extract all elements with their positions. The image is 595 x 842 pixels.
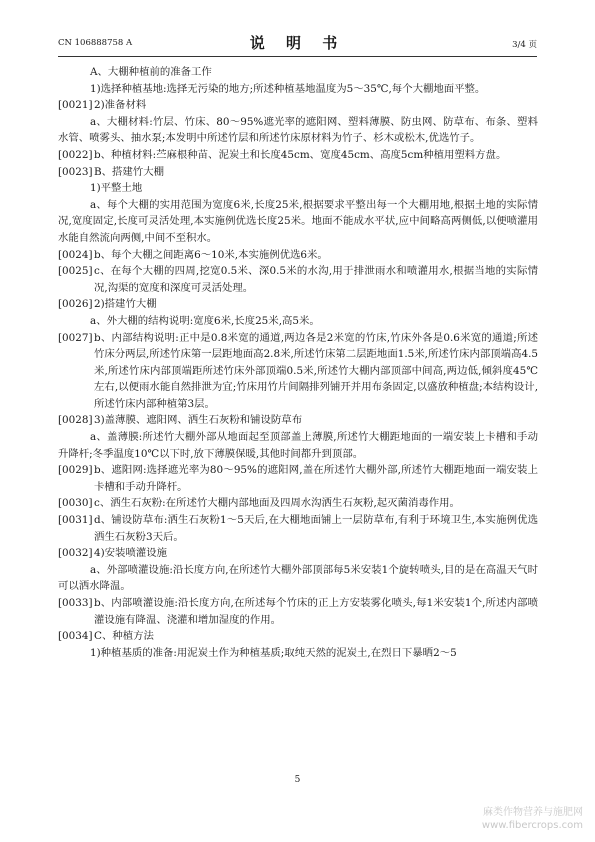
paragraph-text: b、内部结构说明:正中是0.8米宽的通道,两边各是2米宽的竹床,竹床外各是0.6米宽的通道;所述竹床分两层,所述竹床第一层距地面高2.8米,所述竹床第二层距地面1.5米,所述竹床内部顶端高4.5米,所述竹床内部顶端距所述竹床外部顶端0.5米,所述竹大棚内部顶部中间高,两边低,倾斜度45℃左右,以便雨水能自然排泄为宜;竹床用竹片间隔排列铺开并用布条固定,以盛放种植盘;本结构设计,所述竹床内部种植第3层。	[94, 331, 538, 410]
numbered-paragraph	[58, 247, 538, 264]
paragraph-text: a、外部喷灌设施:沿长度方向,在所述竹大棚外部顶部每5米安装1个旋转喷头,目的是在高温天气时可以洒水降温。	[58, 563, 538, 593]
page-header	[58, 30, 537, 52]
paragraph-text: a、大棚材料:竹层、竹床、80～95%遮光率的遮阳网、塑料薄膜、防虫网、防草布、布条、塑料水管、喷雾头、抽水泵;本发明中所述竹层和所述竹床原材料为竹子、杉木或松木,优选竹子。	[58, 115, 538, 145]
paragraph-number: [0023]	[58, 165, 93, 178]
numbered-paragraph	[58, 164, 538, 181]
paragraph-text: c、在每个大棚的四周,挖宽0.5米、深0.5米的水沟,用于排泄雨水和喷灌用水,根据当地的实际情况,沟渠的宽度和深度可灵活处理。	[94, 265, 538, 294]
paragraph-text: 2)准备材料	[94, 99, 147, 112]
paragraph-number: [0033]	[58, 597, 93, 609]
paragraph-number: [0021]	[58, 99, 93, 112]
numbered-paragraph	[58, 462, 538, 495]
paragraph-text: d、铺设防草布:洒生石灰粉1～5天后,在大棚地面铺上一层防草布,有利于环境卫生,本实施例优选洒生石灰粉3天后。	[94, 514, 538, 543]
paragraph-text: 2)搭建竹大棚	[94, 298, 157, 311]
paragraph-number: [0027]	[58, 331, 93, 344]
paragraph-text: 1)平整土地	[90, 182, 143, 195]
paragraph-text: 3)盖薄膜、遮阳网、洒生石灰粉和铺设防草布	[94, 414, 303, 427]
paragraph-text: b、种植材料:苎麻根种苗、泥炭土和长度45cm、宽度45cm、高度5cm种植用塑料方盘。	[94, 148, 507, 161]
watermark-line-2: www.fibercrops.com	[481, 820, 583, 831]
paragraph-text: a、盖薄膜:所述竹大棚外部从地面起至顶部盖上薄膜,所述竹大棚距地面的一端安装上卡槽和手动升降杆;冬季温度10℃以下时,放下薄膜保暖,其他时间都升到顶部。	[58, 431, 538, 460]
watermark	[482, 806, 583, 832]
paragraph-text: B、搭建竹大棚	[94, 165, 164, 178]
paragraph-text: b、遮阳网:选择遮光率为80～95%的遮阳网,盖在所述竹大棚外部,所述竹大棚距地面一端安装上卡槽和手动升降杆。	[94, 464, 538, 493]
document-body	[58, 64, 538, 661]
page-number: 5	[294, 775, 301, 785]
numbered-paragraph	[58, 512, 538, 545]
paragraph-number: [0026]	[58, 298, 93, 311]
paragraph-text: a、每个大棚的实用范围为宽度6米,长度25米,根据要求平整出每一个大棚用地,根据土地的实际情况,宽度固定,长度可灵活处理,本实施例优选长度25米。地面不能成水平状,应中间略高两侧低,以便喷灌用水能自然流向两侧,中间不至积水。	[58, 198, 538, 244]
document-number: CN 106888758 A	[58, 38, 133, 48]
paragraph-number: [0032]	[58, 547, 93, 560]
paragraph-text: b、每个大棚之间距离6～10米,本实施例优选6米。	[94, 248, 328, 261]
paragraph-text: 1)选择种植基地:选择无污染的地方;所述种植基地温度为5～35℃,每个大棚地面平整。	[90, 82, 486, 95]
paragraph-text: b、内部喷灌设施:沿长度方向,在所述每个竹床的正上方安装雾化喷头,每1米安装1个,所述内部喷灌设施有降温、浇灌和增加湿度的作用。	[94, 597, 538, 626]
header-divider	[58, 56, 537, 57]
numbered-paragraph	[58, 412, 538, 429]
paragraph-number: [0025]	[58, 265, 93, 278]
numbered-paragraph	[58, 330, 538, 413]
paragraph-text: a、外大棚的结构说明:宽度6米,长度25米,高5米。	[90, 314, 320, 327]
paragraph-text: c、洒生石灰粉:在所述竹大棚内部地面及四周水沟洒生石灰粉,起灭菌消毒作用。	[94, 497, 460, 510]
paragraph-text: C、种植方法	[94, 630, 154, 643]
paragraph-number: [0034]	[58, 630, 93, 643]
paragraph-number: [0031]	[58, 514, 93, 527]
paragraph-number: [0030]	[58, 497, 93, 510]
document-title: 说 明 书	[249, 34, 346, 52]
paragraph-text: 1)种植基质的准备:用泥炭土作为种植基质;取纯天然的泥炭土,在烈日下暴晒2～5	[90, 646, 457, 659]
paragraph-text: 4)安装喷灌设施	[94, 547, 168, 560]
paragraph-text: A、大棚种植前的准备工作	[90, 66, 212, 78]
paragraph-number: [0029]	[58, 464, 93, 477]
numbered-paragraph	[58, 263, 538, 296]
page-label: 3/4 页	[512, 40, 537, 50]
watermark-line-1: 麻类作物营养与施肥网	[483, 807, 583, 818]
numbered-paragraph	[58, 628, 538, 645]
paragraph-number: [0028]	[58, 414, 93, 427]
numbered-paragraph	[58, 296, 538, 313]
numbered-paragraph	[58, 545, 538, 562]
numbered-paragraph	[58, 595, 538, 628]
numbered-paragraph	[58, 97, 538, 114]
numbered-paragraph	[58, 147, 538, 164]
numbered-paragraph	[58, 495, 538, 512]
paragraph-number: [0022]	[58, 148, 93, 161]
paragraph-number: [0024]	[58, 248, 93, 261]
